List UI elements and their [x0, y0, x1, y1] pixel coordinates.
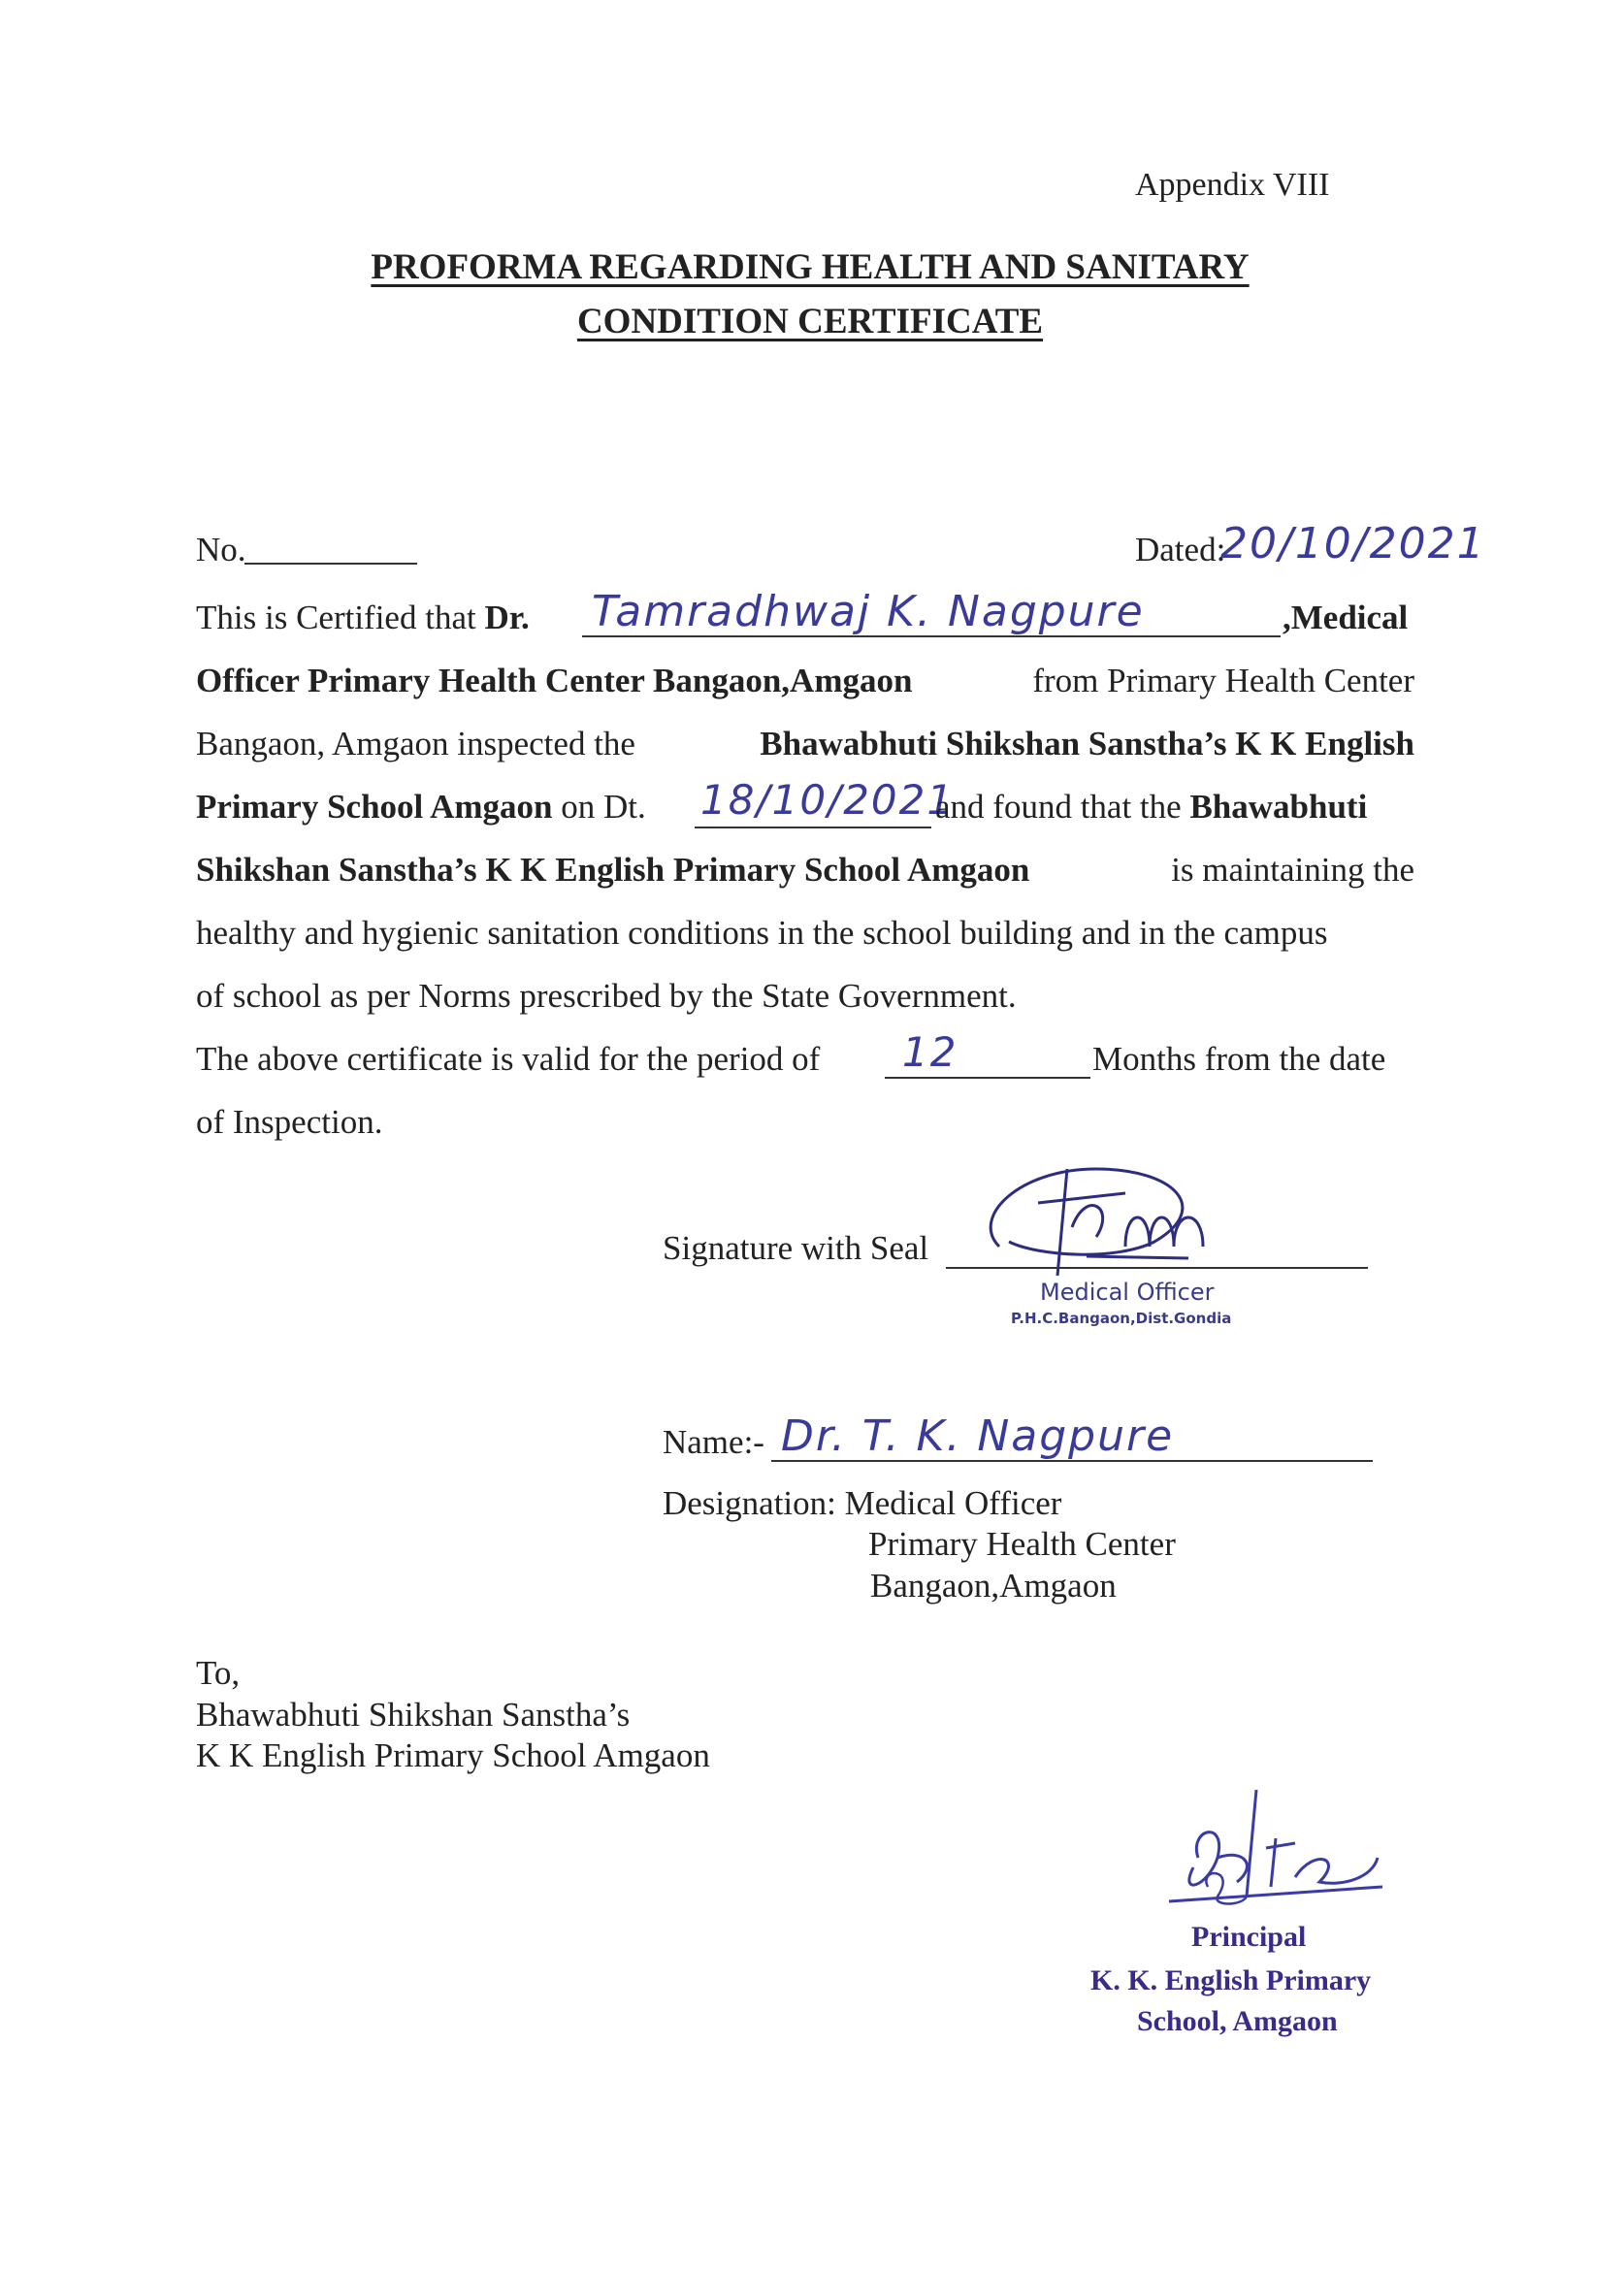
inspection-date-handwritten: 18/10/2021: [700, 776, 956, 824]
signature-label: Signature with Seal: [663, 1229, 929, 1267]
school-name-bold: Primary School Amgaon: [196, 788, 553, 826]
inspected-text: Bangaon, Amgaon inspected the: [196, 725, 635, 762]
bhawabhuti-bold: Bhawabhuti: [1189, 788, 1368, 826]
certify-prefix: This is Certified that: [196, 599, 485, 636]
officer-phc-bold: Officer Primary Health Center Bangaon,Amgaon: [196, 662, 913, 699]
designation-label: Designation: Medical Officer: [663, 1484, 1062, 1522]
name-label: Name:-: [663, 1423, 764, 1461]
designation-line-2: Primary Health Center: [868, 1525, 1176, 1563]
to-label: To,: [196, 1654, 241, 1692]
seal-line-2: P.H.C.Bangaon,Dist.Gondia: [1011, 1310, 1232, 1327]
paragraph-line-9: of Inspection.: [196, 1103, 383, 1141]
paragraph-line-4-left: [196, 788, 646, 827]
certify-intro: [196, 599, 530, 637]
medical-officer-signature-icon: [980, 1150, 1242, 1285]
inspection-date-line: [695, 827, 931, 828]
principal-stamp-line-1: Principal: [1191, 1921, 1307, 1953]
recipient-line-1: Bhawabhuti Shikshan Sanstha’s: [196, 1696, 631, 1734]
principal-stamp-line-2: K. K. English Primary: [1090, 1964, 1372, 1996]
medical-label: ,Medical: [1283, 599, 1409, 636]
paragraph-line-5: [196, 851, 1414, 890]
validity-suffix: Months from the date: [1092, 1040, 1386, 1078]
appendix-label: Appendix VIII: [1135, 167, 1330, 203]
dr-label: Dr.: [484, 599, 530, 636]
principal-signature-icon: [1150, 1790, 1402, 1935]
validity-prefix: The above certificate is valid for the period of: [196, 1040, 821, 1078]
from-phc: from Primary Health Center: [1032, 662, 1414, 699]
validity-months-handwritten: 12: [902, 1028, 958, 1076]
maintaining-text: is maintaining the: [1171, 851, 1414, 889]
principal-stamp-line-3: School, Amgaon: [1137, 2005, 1338, 2037]
validity-blank-line: [885, 1077, 1090, 1079]
sanstha-school-bold: Shikshan Sanstha’s K K English Primary School Amgaon: [196, 851, 1030, 889]
no-blank-line: [244, 563, 417, 565]
paragraph-line-2: [196, 662, 1414, 700]
seal-line-1: Medical Officer: [1040, 1279, 1215, 1306]
officer-name-handwritten: Dr. T. K. Nagpure: [781, 1411, 1175, 1461]
dated-value: 20/10/2021: [1220, 519, 1486, 568]
on-dt-label: on Dt.: [552, 788, 646, 826]
paragraph-line-3: [196, 725, 1414, 763]
institution-name-bold: Bhawabhuti Shikshan Sanstha’s K K English: [760, 725, 1414, 762]
certificate-title-line2: CONDITION CERTIFICATE: [576, 302, 1044, 341]
doctor-name-handwritten: Tamradhwaj K. Nagpure: [592, 587, 1145, 636]
no-label: No.: [196, 531, 246, 568]
paragraph-line-4-right: [935, 788, 1367, 827]
paragraph-line-7: of school as per Norms prescribed by the State Government.: [196, 977, 1017, 1015]
dated-label: Dated:: [1135, 531, 1226, 568]
recipient-line-2: K K English Primary School Amgaon: [196, 1736, 710, 1774]
found-text: and found that the: [935, 788, 1190, 826]
certificate-title-line1: PROFORMA REGARDING HEALTH AND SANITARY: [371, 247, 1250, 287]
paragraph-line-6: healthy and hygienic sanitation conditions in the school building and in the campus: [196, 914, 1328, 952]
designation-line-3: Bangaon,Amgaon: [870, 1567, 1117, 1605]
